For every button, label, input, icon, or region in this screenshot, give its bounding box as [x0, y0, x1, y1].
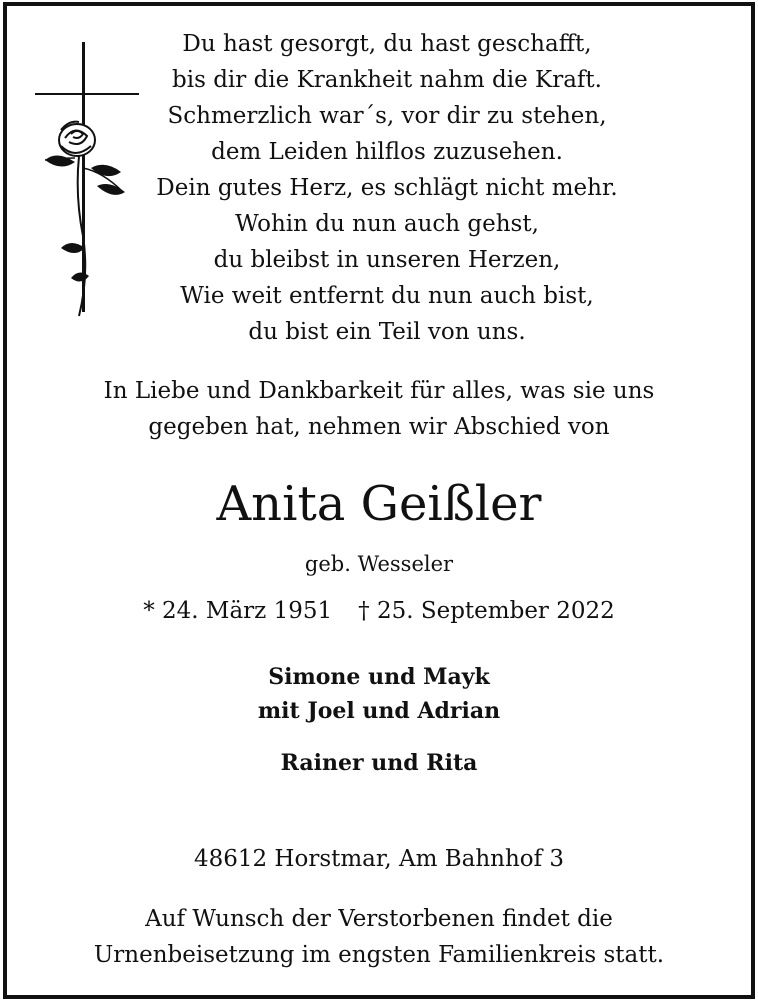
mourner-line: mit Joel und Adrian — [257, 698, 501, 724]
poem-line: Wohin du nun auch gehst, — [235, 211, 539, 237]
death-date: † 25. September 2022 — [358, 598, 615, 624]
closing-line: Urnenbeisetzung im engsten Familienkreis statt. — [93, 942, 665, 968]
poem-line: Du hast gesorgt, du hast geschafft, — [182, 31, 592, 57]
poem-line: Schmerzlich war´s, vor dir zu stehen, — [167, 103, 607, 129]
poem-line: du bist ein Teil von uns. — [248, 319, 526, 345]
closing-line: Auf Wunsch der Verstorbenen findet die — [145, 906, 613, 932]
intro-line: In Liebe und Dankbarkeit für alles, was sie uns — [103, 378, 655, 404]
life-dates — [7, 598, 751, 624]
poem-line: Dein gutes Herz, es schlägt nicht mehr. — [156, 175, 618, 201]
maiden-name: geb. Wesseler — [304, 552, 454, 576]
poem-line: dem Leiden hilflos zuzusehen. — [211, 139, 563, 165]
obituary-notice — [3, 2, 755, 999]
poem-line: bis dir die Krankheit nahm die Kraft. — [172, 67, 602, 93]
deceased-name: Anita Geißler — [216, 476, 542, 532]
address: 48612 Horstmar, Am Bahnhof 3 — [193, 846, 565, 872]
intro-line: gegeben hat, nehmen wir Abschied von — [148, 414, 610, 440]
mourner-line: Rainer und Rita — [280, 750, 478, 776]
birth-date: * 24. März 1951 — [143, 598, 333, 624]
poem-line: Wie weit entfernt du nun auch bist, — [180, 283, 594, 309]
poem-line: du bleibst in unseren Herzen, — [213, 247, 561, 273]
mourner-line: Simone und Mayk — [268, 664, 490, 690]
